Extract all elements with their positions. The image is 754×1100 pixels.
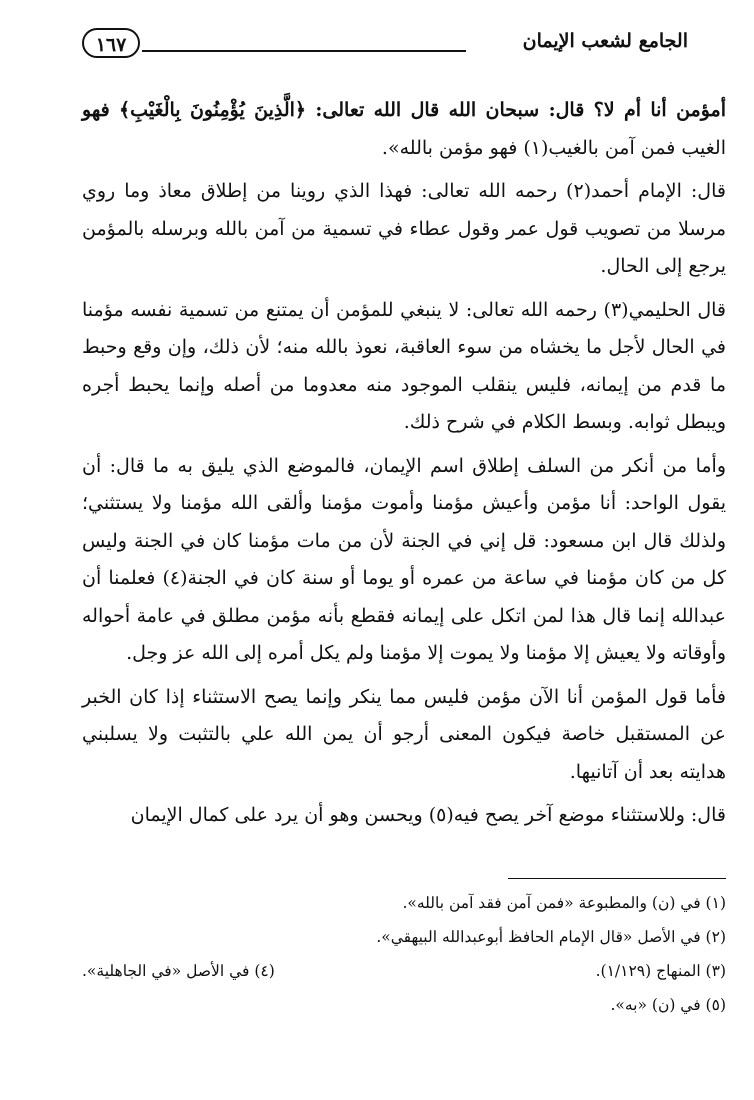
- footnote-1: (١) في (ن) والمطبوعة «فمن آمن فقد آمن بالله».: [402, 894, 726, 912]
- body-text: [82, 92, 726, 841]
- paragraph-4: وأما من أنكر من السلف إطلاق اسم الإيمان، فالموضع الذي يليق به ما قال: أن يقول الواحد: أنا مؤمن وأعيش مؤمنا وأموت مؤمنا وألقى الله مؤمنا ولا يستثني؛ ولذلك قال ابن مسعود: قل إني في الجنة لأن من مات مؤمنا كان في الجنة وليس كل من كان مؤمنا في ساعة من عمره أو يوما أو سنة كان في الجنة(٤) فعلمنا أن عبدالله إنما قال هذا لمن اتكل على إيمانه فقطع بأنه مؤمن مطلق في عامة أحواله وأوقاته ولا يعيش إلا مؤمنا ولا يموت إلا مؤمنا ولم يكل أمره إلى الله عز وجل.: [82, 454, 726, 664]
- footnotes: [82, 886, 726, 1022]
- page-number: ١٦٧: [82, 28, 140, 58]
- paragraph-5: فأما قول المؤمن أنا الآن مؤمن فليس مما ينكر وإنما يصح الاستثناء إذا كان الخبر عن المستقبل خاصة فيكون المعنى أرجو أن يمن الله علي بالتثبت ولا يسلبني هدايته بعد أن آتانيها.: [82, 685, 726, 783]
- paragraph-3: قال الحليمي(٣) رحمه الله تعالى: لا ينبغي للمؤمن أن يمتنع من تسمية نفسه مؤمنا في الحال لأجل ما يخشاه من سوء العاقبة، نعوذ بالله منه؛ لأن ذلك، وإن وقع وحبط ما قدم من إيمانه، فليس ينقلب الموجود منه معدوما من أصله وإنما يحبط أجره ويبطل ثوابه. وبسط الكلام في شرح ذلك.: [82, 298, 726, 433]
- page-header: [82, 28, 688, 64]
- footnote-5: (٥) في (ن) «به».: [610, 996, 726, 1014]
- paragraph-2: قال: الإمام أحمد(٢) رحمه الله تعالى: فهذا الذي روينا من إطلاق معاذ وما روي مرسلا من تصويب قول عمر وقول عطاء في تسمية من آمن بالله وبرسله بالمؤمن يرجع إلى الحال.: [82, 180, 726, 277]
- paragraph-6: قال: وللاستثناء موضع آخر يصح فيه(٥) ويحسن وهو أن يرد على كمال الإيمان: [130, 804, 726, 826]
- footnote-separator: [508, 878, 726, 879]
- footnote-4: (٤) في الأصل «في الجاهلية».: [82, 962, 275, 980]
- paragraph-1-rest: الغيب فمن آمن بالغيب(١) فهو مؤمن بالله».: [381, 136, 726, 159]
- paragraph-1: [82, 92, 726, 167]
- header-rule: [142, 50, 466, 52]
- footnote-row-3-4: [82, 954, 726, 988]
- running-title: الجامع لشعب الإيمان: [522, 30, 688, 52]
- paragraph-1-bold: أمؤمن أنا أم لا؟ قال: سبحان الله قال الله تعالى: ﴿الَّذِينَ يُؤْمِنُونَ بِالْغَيْبِ﴾ فهو: [82, 99, 726, 121]
- footnote-3: (٣) المنهاج (١/١٢٩).: [595, 962, 726, 980]
- footnote-2: (٢) في الأصل «قال الإمام الحافظ أبوعبدالله البيهقي».: [376, 928, 726, 946]
